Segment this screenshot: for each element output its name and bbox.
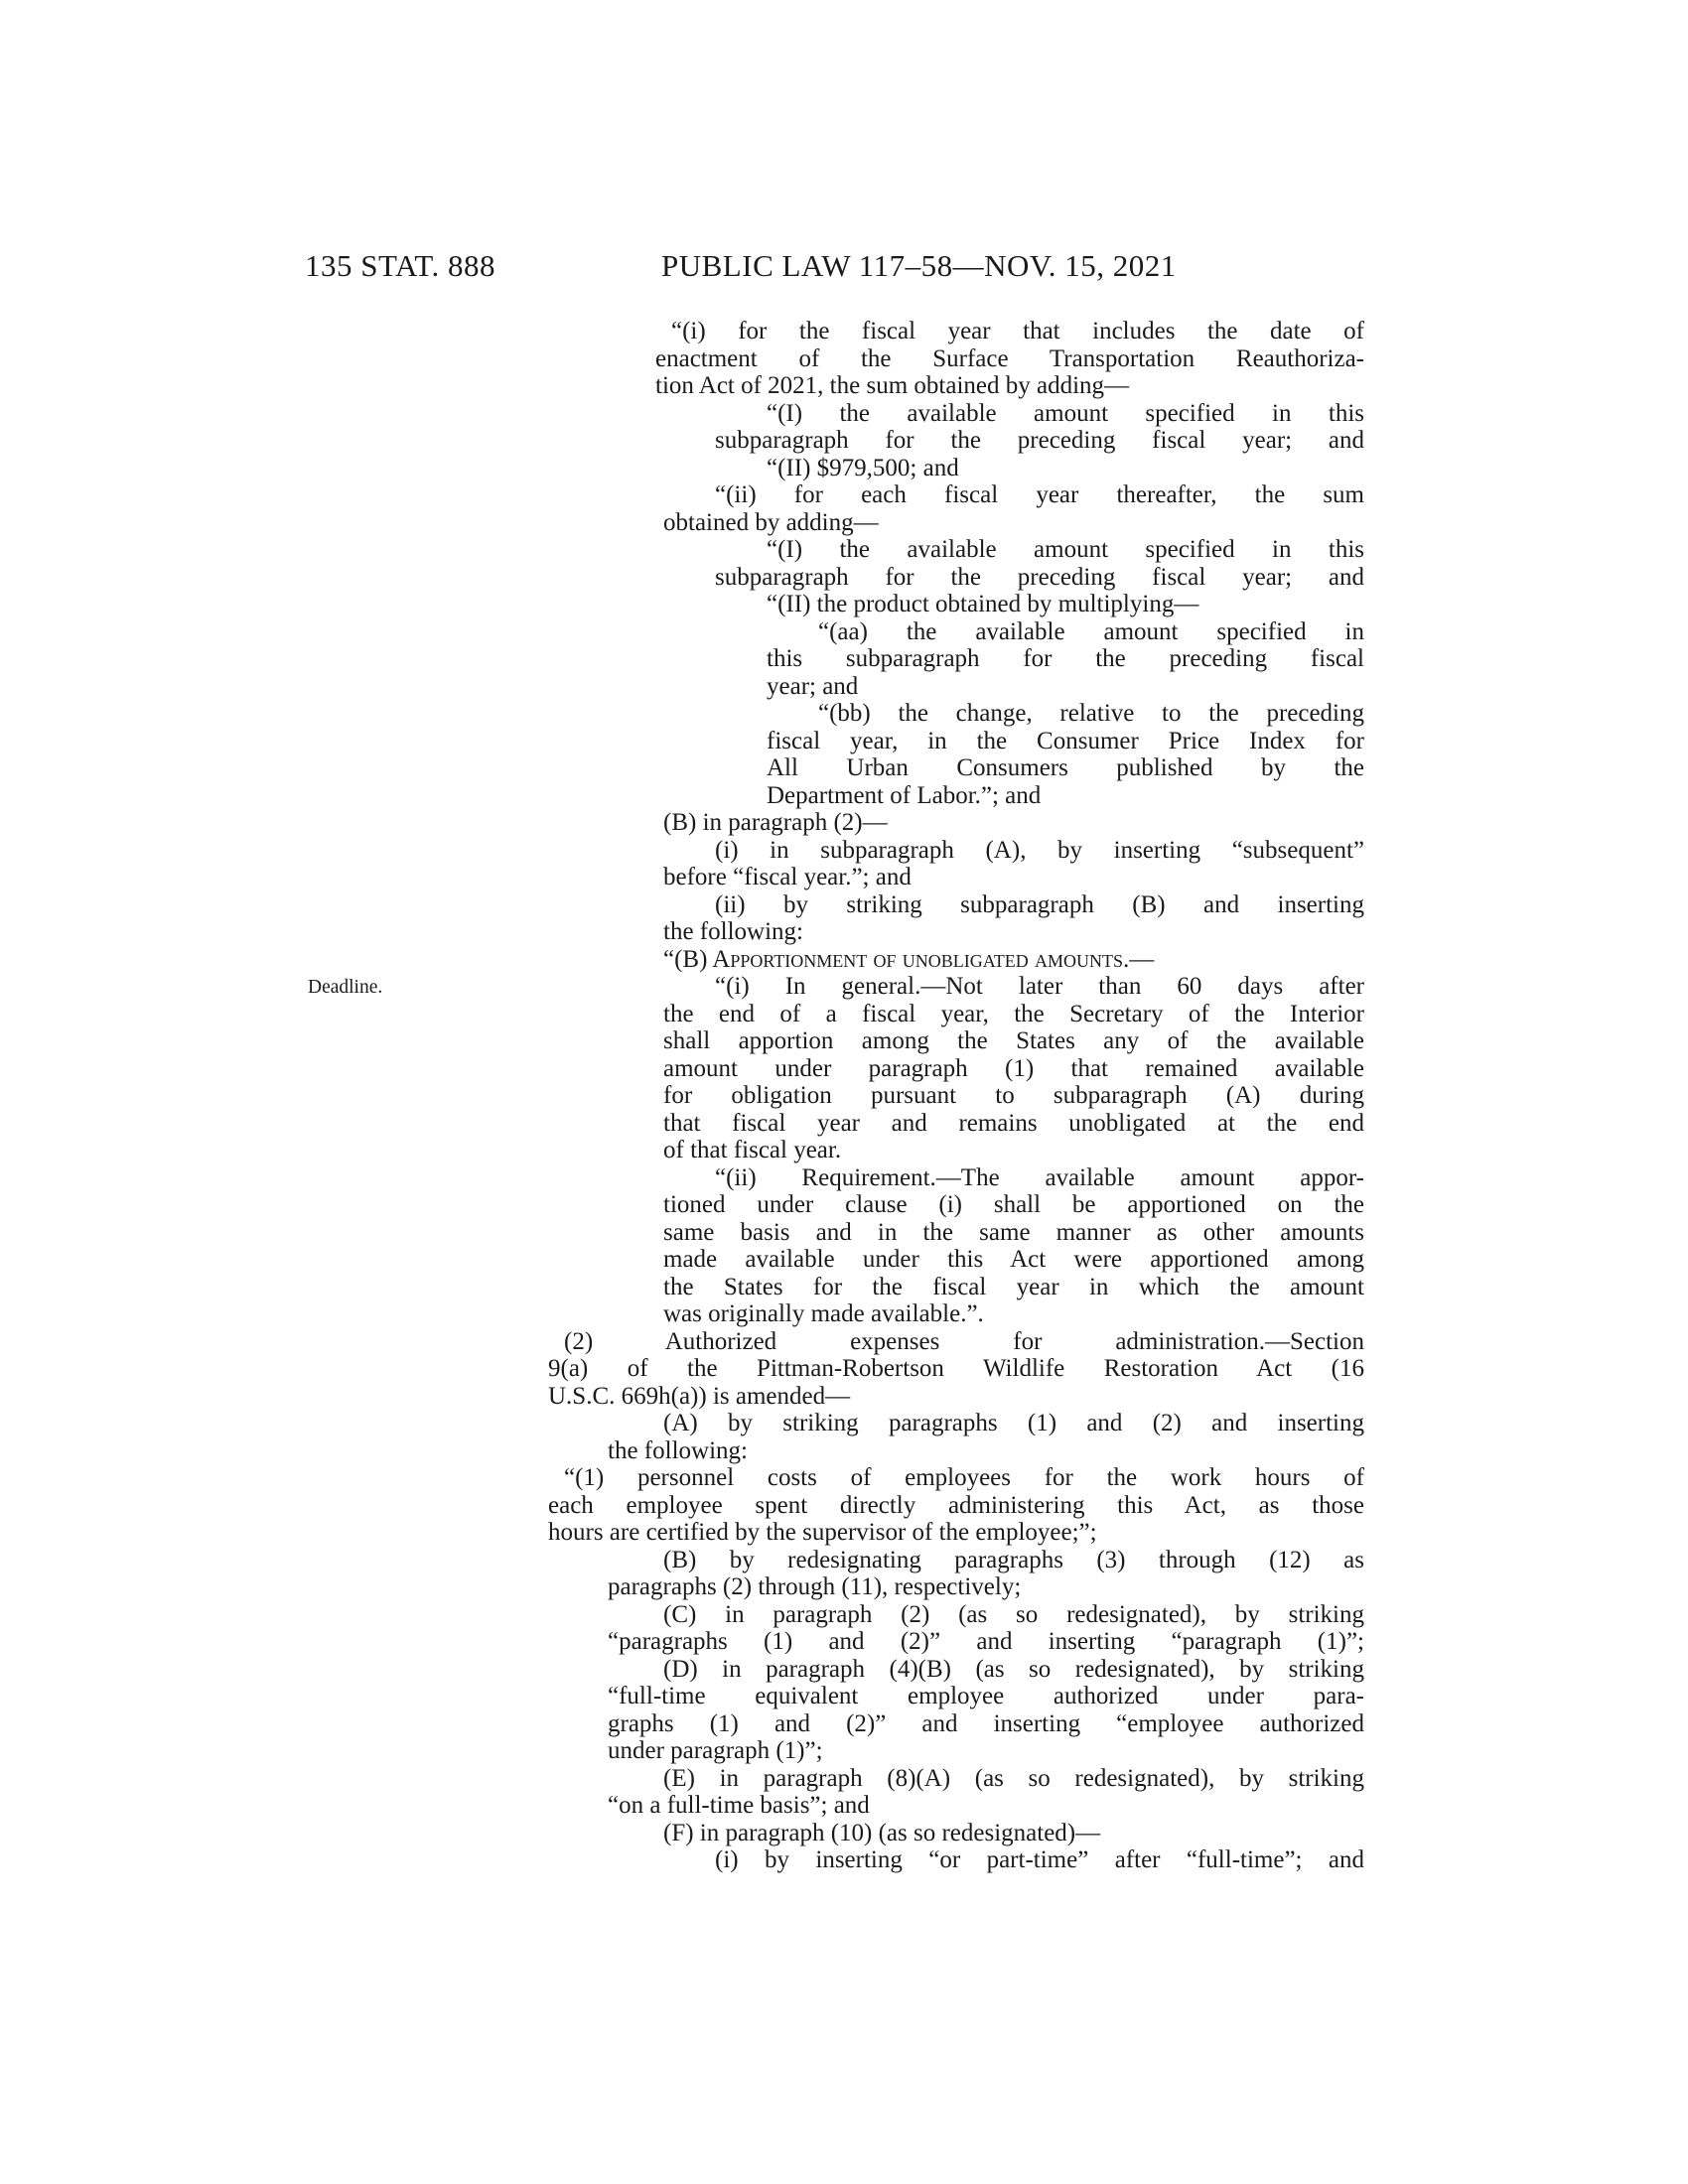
text-line: the end of a fiscal year, the Secretary of the Interior xyxy=(663,1000,1364,1027)
page-header xyxy=(0,248,1688,288)
text-line: subparagraph for the preceding fiscal year; and xyxy=(715,563,1364,591)
text-line: “(B) Apportionment of unobligated amounts.— xyxy=(663,945,1155,973)
text-line: 9(a) of the Pittman-Robertson Wildlife Restoration Act (16 xyxy=(548,1355,1364,1382)
text-line: “(i) In general.—Not later than 60 days after xyxy=(715,973,1364,1000)
text-line: paragraphs (2) through (11), respectively; xyxy=(608,1573,1022,1600)
text-line: “(aa) the available amount specified in xyxy=(818,617,1364,645)
text-line: (ii) by striking subparagraph (B) and inserting xyxy=(715,890,1364,918)
text-line: “on a full-time basis”; and xyxy=(608,1792,870,1819)
text-line: this subparagraph for the preceding fiscal xyxy=(767,645,1364,672)
text-line: each employee spent directly administering this Act, as those xyxy=(548,1491,1364,1519)
text-line: (D) in paragraph (4)(B) (as so redesignated), by striking xyxy=(663,1655,1364,1683)
text-line: (B) by redesignating paragraphs (3) through (12) as xyxy=(663,1546,1364,1573)
statute-body xyxy=(548,318,1364,1874)
text-line: (F) in paragraph (10) (as so redesignated)— xyxy=(663,1819,1101,1846)
text-line: shall apportion among the States any of the available xyxy=(663,1027,1364,1054)
text-line: “paragraphs (1) and (2)” and inserting “paragraph (1)”; xyxy=(608,1628,1364,1655)
text-line: for obligation pursuant to subparagraph (A) during xyxy=(663,1082,1364,1109)
text-line: All Urban Consumers published by the xyxy=(767,754,1364,781)
text-line: hours are certified by the supervisor of the employee;”; xyxy=(548,1519,1097,1546)
text-line: (i) by inserting “or part-time” after “full-time”; and xyxy=(715,1846,1364,1873)
text-line: tioned under clause (i) shall be apportioned on the xyxy=(663,1191,1364,1218)
text-line: (B) in paragraph (2)— xyxy=(663,809,888,836)
text-line: graphs (1) and (2)” and inserting “employee authorized xyxy=(608,1709,1364,1737)
text-line: same basis and in the same manner as other amounts xyxy=(663,1218,1364,1246)
text-line: (i) in subparagraph (A), by inserting “subsequent” xyxy=(715,836,1364,864)
text-line: “(I) the available amount specified in this xyxy=(767,536,1364,563)
text-line: the following: xyxy=(663,918,803,945)
statute-citation: 135 STAT. 888 xyxy=(305,248,496,283)
text-line: before “fiscal year.”; and xyxy=(663,864,912,890)
text-line: “(1) personnel costs of employees for the work hours of xyxy=(564,1464,1364,1491)
text-line: tion Act of 2021, the sum obtained by adding— xyxy=(655,372,1130,399)
public-law-title: PUBLIC LAW 117–58—NOV. 15, 2021 xyxy=(661,248,1177,283)
text-line: Department of Labor.”; and xyxy=(767,781,1042,809)
text-line: amount under paragraph (1) that remained available xyxy=(663,1054,1364,1082)
margin-note-deadline: Deadline. xyxy=(308,977,383,998)
text-line: (C) in paragraph (2) (as so redesignated), by striking xyxy=(663,1600,1364,1628)
text-line: “(ii) for each fiscal year thereafter, the sum xyxy=(715,481,1364,508)
text-line: year; and xyxy=(767,672,859,700)
text-line: made available under this Act were apportioned among xyxy=(663,1246,1364,1273)
text-line: U.S.C. 669h(a)) is amended— xyxy=(548,1382,851,1410)
text-line: the States for the fiscal year in which the amount xyxy=(663,1273,1364,1300)
text-line: “(ii) Requirement.—The available amount appor- xyxy=(715,1163,1364,1191)
text-line: that fiscal year and remains unobligated at the end xyxy=(663,1109,1364,1137)
text-line: enactment of the Surface Transportation Reauthoriza- xyxy=(655,344,1364,372)
text-line: “(II) $979,500; and xyxy=(767,454,959,481)
text-line: subparagraph for the preceding fiscal year; and xyxy=(715,427,1364,454)
text-line: “(bb) the change, relative to the preceding xyxy=(818,700,1364,727)
text-line: of that fiscal year. xyxy=(663,1137,842,1163)
text-line: was originally made available.”. xyxy=(663,1300,984,1327)
text-line: obtained by adding— xyxy=(663,508,879,536)
text-line: “(II) the product obtained by multiplying— xyxy=(767,591,1199,617)
text-line: fiscal year, in the Consumer Price Index for xyxy=(767,727,1364,754)
text-line: “(i) for the fiscal year that includes the date of xyxy=(671,318,1364,344)
text-line: (A) by striking paragraphs (1) and (2) and inserting xyxy=(663,1410,1364,1436)
text-line: the following: xyxy=(608,1436,748,1464)
text-line: (E) in paragraph (8)(A) (as so redesignated), by striking xyxy=(663,1764,1364,1792)
text-line: under paragraph (1)”; xyxy=(608,1737,823,1764)
text-line: “(I) the available amount specified in this xyxy=(767,399,1364,427)
text-line: “full-time equivalent employee authorized under para- xyxy=(608,1683,1364,1709)
text-line: (2) Authorized expenses for administration.—Section xyxy=(564,1327,1364,1355)
